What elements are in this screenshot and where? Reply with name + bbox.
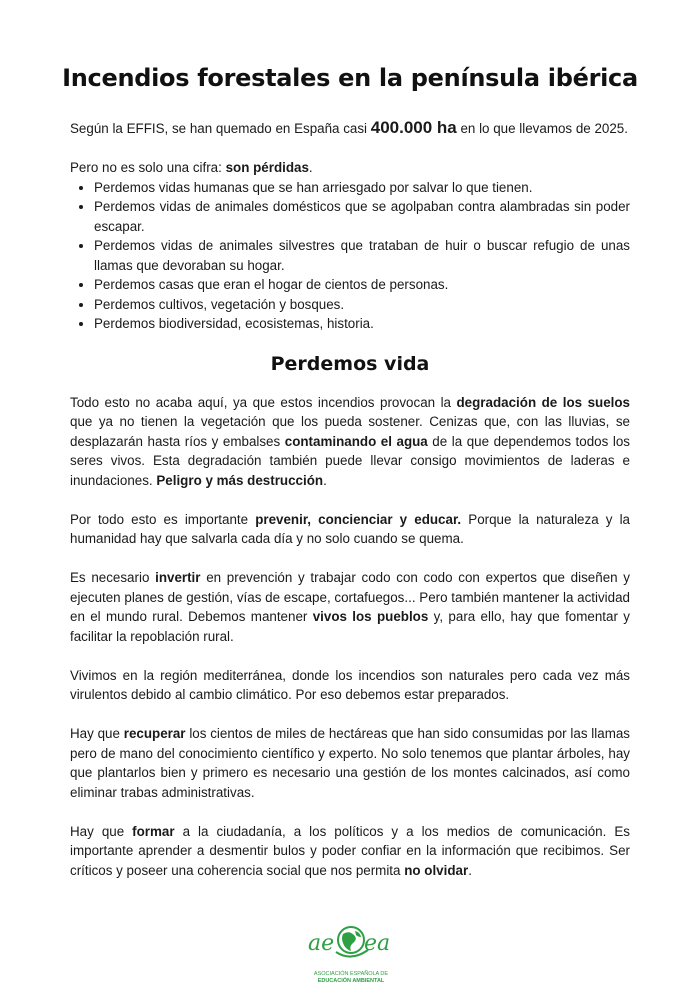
document-body [70,118,630,880]
list-item: • Perdemos vidas de animales silvestres que trataban de huir o buscar refugio de unas llamas que devoraban su hogar. [94,236,630,275]
losses-intro: Pero no es solo una cifra: son pérdidas. [70,160,313,175]
list-item: • Perdemos vidas humanas que se han arriesgado por salvar lo que tienen. [94,178,630,198]
page-title: Incendios forestales en la península ibérica [62,64,638,92]
list-item: • Perdemos casas que eran el hogar de cientos de personas. [94,275,630,295]
aeea-logo [296,918,406,990]
svg-text:ae: ae [308,931,335,956]
list-item: • Perdemos vidas de animales domésticos que se agolpaban contra alambradas sin poder escapar. [94,197,630,236]
losses-list [70,178,630,334]
section-subtitle: Perdemos vida [270,352,430,375]
paragraph-mediterranean: Vivimos en la región mediterránea, donde los incendios son naturales pero cada vez más virulentos debido al cambio climático. Por eso debemos estar preparados. [70,667,630,702]
list-item: • Perdemos cultivos, vegetación y bosques. [94,295,630,315]
burned-area-figure: 400.000 ha [370,118,457,137]
logo-caption: ASOCIACIÓN ESPAÑOLA DE EDUCACIÓN AMBIENTAL [313,971,389,984]
paragraph-investment: Es necesario invertir en prevención y trabajar codo con codo con expertos que diseñen y ejecuten planes de gestión, vías de escape, cortafuegos... Pero también mantener la actividad en el mundo rural. Debemos mantener vivos los pueblos y, para ello, hay que fomentar y facilitar la repoblación rural. [70,570,630,644]
paragraph-recovery: Hay que recuperar los cientos de miles de hectáreas que han sido consumidas por las llamas pero de mano del conocimiento científico y experto. No solo tenemos que plantar árboles, hay que plantarlos bien y primero es necesario una gestión de los montes calcinados, así como eliminar trabas administrativas. [70,726,630,800]
svg-text:ea: ea [364,931,391,956]
list-item: • Perdemos biodiversidad, ecosistemas, historia. [94,314,630,334]
intro-paragraph: Según la EFFIS, se han quemado en España casi 400.000 ha en lo que llevamos de 2025. [70,118,628,137]
paragraph-soil: Todo esto no acaba aquí, ya que estos incendios provocan la degradación de los suelos que ya no tienen la vegetación que los pueda sostener. Cenizas que, con las lluvias, se desplazarán hasta ríos y embalses contaminando el agua de la que dependemos todos los seres vivos. Esta degradación también puede llevar consigo movimientos de laderas e inundaciones. Peligro y más destrucción. [70,394,630,488]
globe-leaf-icon [296,918,406,970]
paragraph-education: Hay que formar a la ciudadanía, a los políticos y a los medios de comunicación. Es importante aprender a desmentir bulos y poder confiar en la información que recibimos. Ser críticos y poseer una coherencia social que nos permita no olvidar. [70,823,630,878]
paragraph-prevention: Por todo esto es importante prevenir, concienciar y educar. Porque la naturaleza y la humanidad hay que salvarla cada día y no solo cuando se quema. [70,511,630,546]
